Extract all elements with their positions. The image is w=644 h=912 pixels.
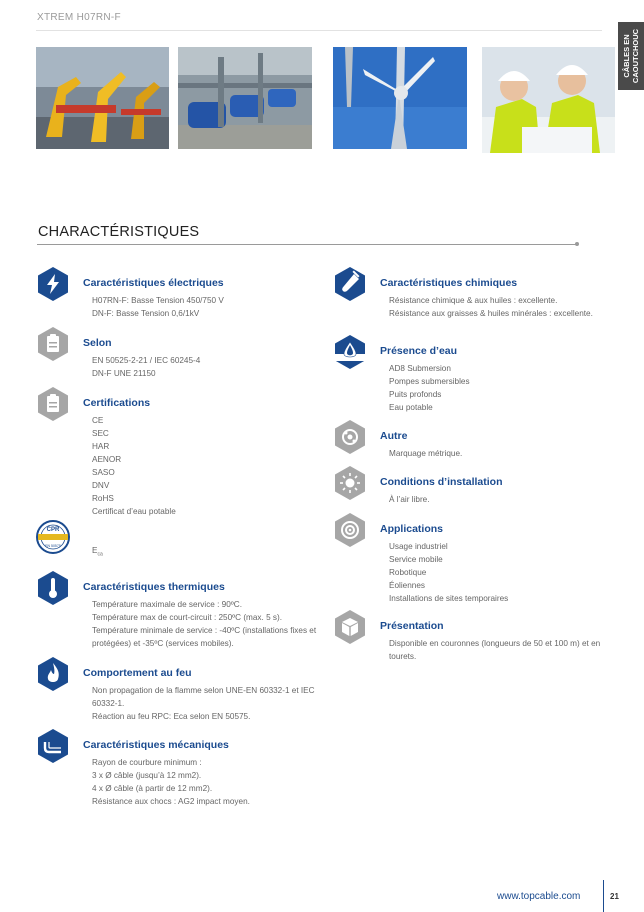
feature-title: Caractéristiques électriques <box>83 277 224 289</box>
feature-title: Certifications <box>83 397 151 409</box>
section-title: CHARACTÉRISTIQUES <box>38 224 200 240</box>
page-number: 21 <box>610 892 619 901</box>
svg-text:CPR: CPR <box>46 527 60 533</box>
engineers-photo <box>482 47 615 153</box>
side-tab <box>618 22 644 90</box>
lightning-icon <box>36 266 70 302</box>
feature-title: Conditions d’installation <box>380 476 503 488</box>
feature-title: Caractéristiques mécaniques <box>83 739 229 751</box>
feature-title: Selon <box>83 337 112 349</box>
side-tab-label: CÂBLES EN CAOUTCHOUC <box>622 28 640 84</box>
section-divider-dot <box>575 242 579 246</box>
svg-text:EN 50575: EN 50575 <box>45 544 61 548</box>
certificate-icon <box>36 386 70 422</box>
feature-details: Rayon de courbure minimum : 3 x Ø câble (jusqu’à 12 mm2). 4 x Ø câble (à partir de 12 mm2). Résistance aux chocs : AG2 impact moyen. <box>92 758 250 806</box>
header-divider <box>36 30 602 31</box>
feature-title: Caractéristiques chimiques <box>380 277 518 289</box>
feature-details: Résistance chimique & aux huiles : excellente. Résistance aux graisses & huiles minérales : excellente. <box>389 296 593 318</box>
feature-title: Présentation <box>380 620 444 632</box>
test-tube-icon <box>333 266 367 302</box>
target-icon <box>333 512 367 548</box>
feature-title: Présence d’eau <box>380 345 458 357</box>
product-title: XTREM H07RN-F <box>37 12 121 23</box>
footer-divider <box>603 880 604 912</box>
feature-details: AD8 Submersion Pompes submersibles Puits profonds Eau potable <box>389 364 470 412</box>
feature-details: Température maximale de service : 90ºC. Température max de court-circuit : 250ºC (max. 5 s). Température minimale de service : -40ºC (installations fixes et protégées) et -35ºC (services mobiles). <box>92 600 317 648</box>
feature-details: Usage industriel Service mobile Robotique Éoliennes Installations de sites temporaires <box>389 542 509 603</box>
section-divider <box>37 244 577 245</box>
website-link[interactable]: www.topcable.com <box>497 891 581 902</box>
cpr-badge-icon <box>36 520 70 554</box>
feature-details: Non propagation de la flamme selon UNE-EN 60332-1 et IEC 60332-1. Réaction au feu RPC: Eca selon EN 50575. <box>92 686 315 721</box>
document-icon <box>36 326 70 362</box>
feature-details: H07RN-F: Basse Tension 450/750 V DN-F: Basse Tension 0,6/1kV <box>92 296 224 318</box>
feature-details: Disponible en couronnes (longueurs de 50 et 100 m) et en tourets. <box>389 639 601 661</box>
flame-icon <box>36 656 70 692</box>
thermometer-icon <box>36 570 70 606</box>
water-drop-icon <box>333 334 367 370</box>
feature-title: Autre <box>380 430 408 442</box>
box-icon <box>333 609 367 645</box>
pumps-photo <box>178 47 312 149</box>
feature-title: Caractéristiques thermiques <box>83 581 225 593</box>
marking-icon <box>333 419 367 455</box>
wind-turbine-photo <box>333 47 467 149</box>
robots-photo <box>36 47 169 149</box>
sun-icon <box>333 465 367 501</box>
feature-details: À l’air libre. <box>389 495 430 504</box>
cpr-class: $E_{ca}$ <box>92 546 103 558</box>
feature-details: Marquage métrique. <box>389 449 463 458</box>
feature-details: CE SEC HAR AENOR SASO DNV RoHS Certificat d’eau potable <box>92 416 176 516</box>
bend-radius-icon <box>36 728 70 764</box>
feature-title: Comportement au feu <box>83 667 192 679</box>
feature-title: Applications <box>380 523 444 535</box>
feature-details: EN 50525-2-21 / IEC 60245-4 DN-F UNE 21150 <box>92 356 201 378</box>
